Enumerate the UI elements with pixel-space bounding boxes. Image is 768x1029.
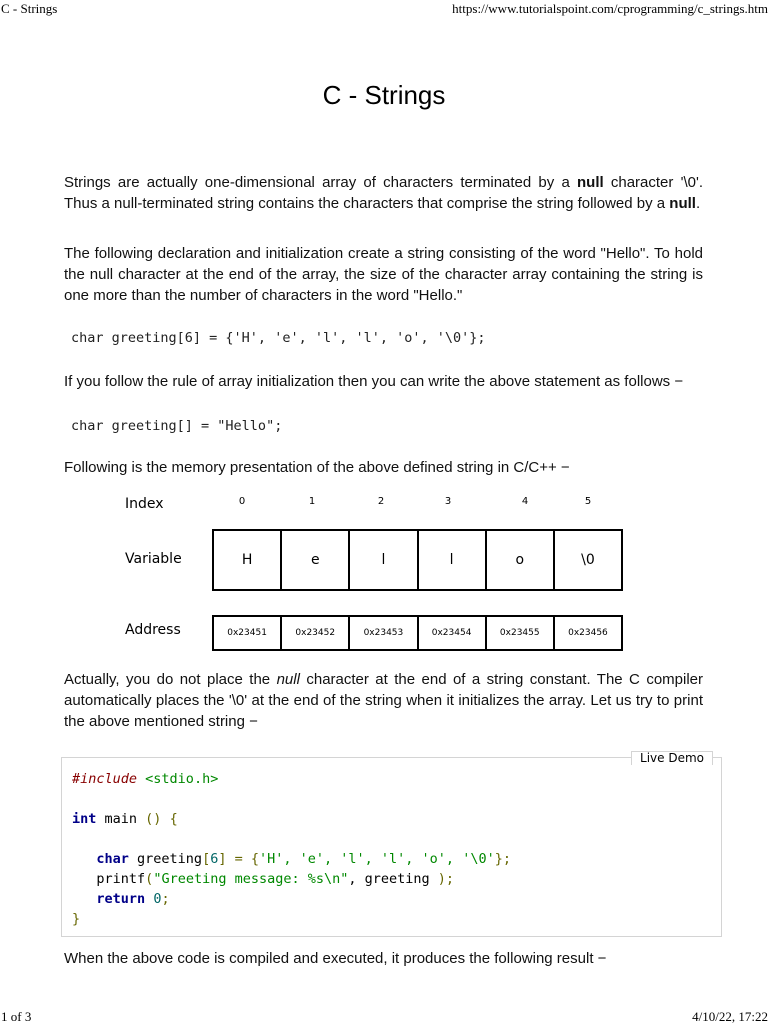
address-label: Address [125,622,181,638]
address-row [212,615,623,651]
print-header-title: C - Strings [1,1,58,16]
index-value: 1 [308,496,316,507]
variable-row [212,529,623,591]
address-cell: 0x23455 [487,617,555,649]
code-example-box [61,751,722,937]
index-label: Index [125,496,164,512]
variable-cell: e [282,531,350,589]
address-cell: 0x23452 [282,617,350,649]
index-value: 0 [238,496,246,507]
memory-presentation-paragraph: Following is the memory presentation of the above defined string in C/C++ − [64,459,570,476]
index-value: 4 [521,496,529,507]
result-paragraph: When the above code is compiled and executed, it produces the following result − [64,950,607,967]
index-value: 2 [377,496,385,507]
declaration-paragraph: The following declaration and initialization create a string consisting of the word "Hello". To hold the null character at the end of the array, the size of the character array containing the string is one more than the number of characters in the word "Hello." [64,245,703,304]
address-cell: 0x23456 [568,628,608,638]
code-example: #include <stdio.h> int main () { char greeting[6] = {'H', 'e', 'l', 'l', 'o', '\0'}; printf("Greeting message: %s\n", greeting ); return 0; } [72,771,511,927]
array-init-paragraph: If you follow the rule of array initialization then you can write the above statement as follows − [64,373,684,390]
index-value: 3 [444,496,452,507]
address-cell: 0x23454 [419,617,487,649]
print-header [0,1,768,21]
print-header-url[interactable]: https://www.tutorialspoint.com/cprogramming/c_strings.htm [452,1,768,16]
variable-cell: H [214,531,282,589]
live-demo-button[interactable]: Live Demo [631,751,713,765]
print-datetime: 4/10/22, 17:22 [692,1009,768,1024]
page-title: C - Strings [322,80,446,110]
variable-cell: o [487,531,555,589]
string-literal-code-line: char greeting[] = "Hello"; [71,418,283,434]
declaration-code-line: char greeting[6] = {'H', 'e', 'l', 'l', 'o', '\0'}; [71,330,486,346]
page-number: 1 of 3 [1,1009,32,1024]
intro-paragraph: Strings are actually one-dimensional array of characters terminated by a null character '\0'. Thus a null-terminated string contains the characters that comprise the string followed by a null. [64,174,703,212]
print-footer [0,1009,768,1029]
variable-cell: l [350,531,418,589]
variable-cell: \0 [581,552,595,568]
address-cell: 0x23453 [350,617,418,649]
address-cell: 0x23451 [214,617,282,649]
variable-label: Variable [125,551,182,567]
variable-cell: l [419,531,487,589]
index-value: 5 [584,496,592,507]
null-constant-paragraph: Actually, you do not place the null character at the end of a string constant. The C compiler automatically places the '\0' at the end of the string when it initializes the array. Let us try to print the above mentioned string − [64,671,703,730]
